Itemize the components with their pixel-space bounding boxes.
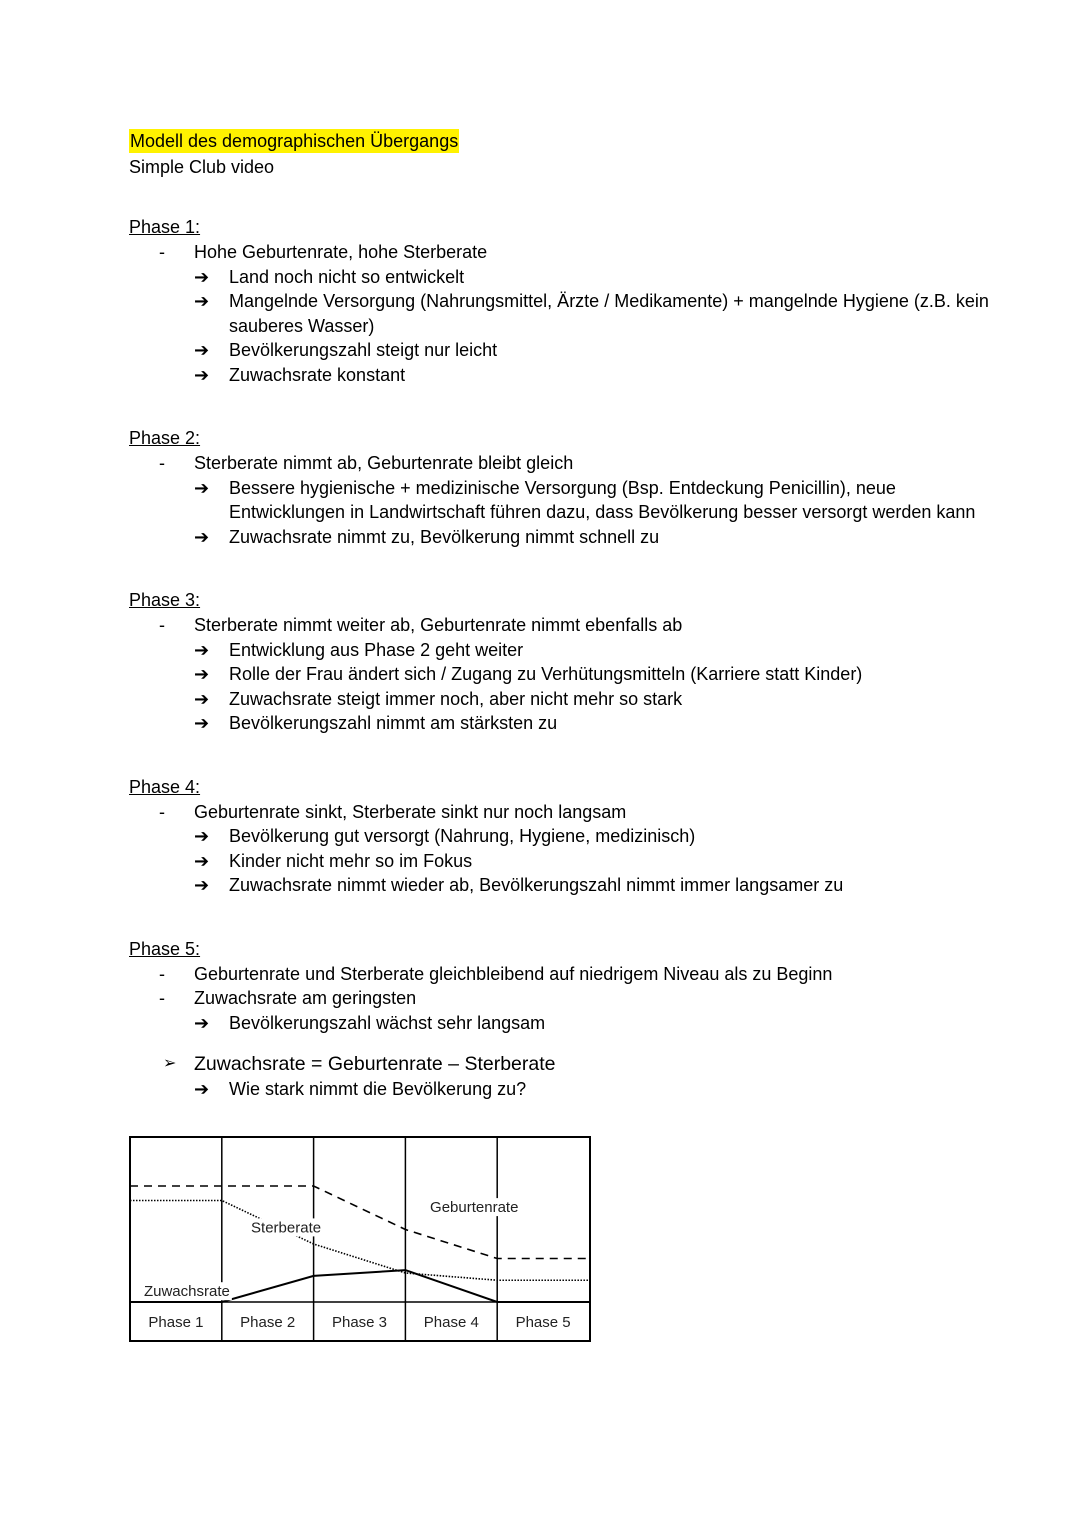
arrow-item <box>129 662 989 687</box>
formula-text: Zuwachsrate = Geburtenrate – Sterberate <box>194 1053 556 1075</box>
bullet-item <box>129 800 989 825</box>
document-subtitle: Simple Club video <box>129 157 275 177</box>
series-label: Sterberate <box>251 1219 322 1237</box>
series-line <box>130 1186 589 1259</box>
dash-bullet-icon: - <box>159 453 165 473</box>
bullet-item <box>129 962 989 987</box>
phase-heading: Phase 4: <box>129 776 201 797</box>
arrow-icon: ➔ <box>194 688 210 709</box>
category-label: Phase 1 <box>148 1314 204 1331</box>
phase-section <box>129 936 989 1036</box>
phase-heading: Phase 2: <box>129 428 201 448</box>
item-text: Zuwachsrate am geringsten <box>194 988 417 1008</box>
arrow-icon: ➔ <box>194 1079 210 1099</box>
item-text: Bevölkerungszahl steigt nur leicht <box>229 340 498 360</box>
formula-subtext: Wie stark nimmt die Bevölkerung zu? <box>229 1079 527 1099</box>
formula-sub-row <box>129 1077 989 1102</box>
chart-frame <box>130 1137 590 1341</box>
dash-bullet-icon: - <box>159 963 165 984</box>
dash-bullet-icon: - <box>159 242 165 262</box>
arrow-item <box>129 638 989 663</box>
item-text: Kinder nicht mehr so im Fokus <box>229 850 473 871</box>
formula-row <box>129 1051 989 1077</box>
item-text: Zuwachsrate konstant <box>229 364 406 385</box>
arrow-icon: ➔ <box>194 713 210 733</box>
arrow-item <box>129 873 989 898</box>
arrow-icon: ➔ <box>194 1012 210 1033</box>
item-text: Sterberate nimmt ab, Geburtenrate bleibt gleich <box>194 453 574 473</box>
arrow-icon: ➔ <box>194 266 210 287</box>
item-text: Entwicklung aus Phase 2 geht weiter <box>229 639 524 660</box>
bullet-item <box>129 240 989 265</box>
arrow-icon: ➔ <box>194 477 210 498</box>
item-text: Zuwachsrate steigt immer noch, aber nicht mehr so stark <box>229 688 683 709</box>
arrow-item <box>129 363 989 388</box>
item-text: Sterberate nimmt weiter ab, Geburtenrate nimmt ebenfalls ab <box>194 615 683 635</box>
phase-heading: Phase 1: <box>129 217 201 237</box>
arrow-icon: ➔ <box>194 291 210 311</box>
phase-heading: Phase 3: <box>129 590 201 610</box>
arrow-icon: ➔ <box>194 364 210 385</box>
phase-section <box>129 774 989 898</box>
formula-block <box>129 1051 989 1102</box>
item-text: Mangelnde Versorgung (Nahrungsmittel, Ärzte / Medikamente) + mangelnde Hygiene (z.B. kein sauberes Wasser) <box>229 291 989 336</box>
phase-heading: Phase 5: <box>129 938 201 959</box>
category-label: Phase 4 <box>423 1314 479 1331</box>
arrow-item <box>129 849 989 874</box>
item-text: Rolle der Frau ändert sich / Zugang zu Verhütungsmitteln (Karriere statt Kinder) <box>229 664 863 684</box>
arrow-item <box>129 476 989 525</box>
series-label: Geburtenrate <box>430 1199 519 1217</box>
dash-bullet-icon: - <box>159 988 165 1008</box>
arrow-icon: ➔ <box>194 826 210 846</box>
arrow-icon: ➔ <box>194 664 210 684</box>
triangle-arrow-icon: ➢ <box>163 1055 177 1072</box>
phase-section <box>129 425 989 549</box>
item-text: Geburtenrate sinkt, Sterberate sinkt nur noch langsam <box>194 801 627 822</box>
bullet-item <box>129 613 989 638</box>
phase-section <box>129 214 989 387</box>
bullet-item <box>129 451 989 476</box>
item-text: Zuwachsrate nimmt zu, Bevölkerung nimmt schnell zu <box>229 526 660 547</box>
arrow-icon: ➔ <box>194 639 210 660</box>
phase-section <box>129 587 989 736</box>
arrow-item <box>129 1011 989 1036</box>
arrow-item <box>129 824 989 849</box>
arrow-icon: ➔ <box>194 875 210 895</box>
item-text: Bessere hygienische + medizinische Versorgung (Bsp. Entdeckung Penicillin), neue Entwicklungen in Landwirtschaft führen dazu, dass Bevölkerung besser versorgt werden kann <box>229 477 976 522</box>
dash-bullet-icon: - <box>159 801 165 822</box>
transition-chart <box>129 1136 591 1342</box>
arrow-item <box>129 338 989 363</box>
arrow-icon: ➔ <box>194 340 210 360</box>
transition-chart-svg <box>129 1136 591 1342</box>
item-text: Zuwachsrate nimmt wieder ab, Bevölkerungszahl nimmt immer langsamer zu <box>229 875 844 895</box>
document-title: Modell des demographischen Übergangs <box>130 131 459 151</box>
item-text: Bevölkerungszahl wächst sehr langsam <box>229 1012 546 1033</box>
dash-bullet-icon: - <box>159 615 165 635</box>
arrow-icon: ➔ <box>194 526 210 547</box>
arrow-item <box>129 289 989 338</box>
arrow-item <box>129 525 989 550</box>
item-text: Hohe Geburtenrate, hohe Sterberate <box>194 242 488 262</box>
arrow-icon: ➔ <box>194 850 210 871</box>
arrow-item <box>129 687 989 712</box>
series-label: Zuwachsrate <box>143 1283 230 1301</box>
category-label: Phase 3 <box>331 1314 388 1331</box>
category-label: Phase 5 <box>515 1314 571 1331</box>
arrow-item <box>129 711 989 736</box>
item-text: Land noch nicht so entwickelt <box>229 266 465 287</box>
arrow-item <box>129 265 989 290</box>
item-text: Geburtenrate und Sterberate gleichbleibend auf niedrigem Niveau als zu Beginn <box>194 963 833 984</box>
document-page <box>129 128 989 1102</box>
bullet-item <box>129 986 989 1011</box>
title-row <box>129 128 989 154</box>
category-label: Phase 2 <box>240 1314 296 1331</box>
item-text: Bevölkerung gut versorgt (Nahrung, Hygiene, medizinisch) <box>229 826 696 846</box>
item-text: Bevölkerungszahl nimmt am stärksten zu <box>229 713 558 733</box>
phase-list <box>129 214 989 1035</box>
